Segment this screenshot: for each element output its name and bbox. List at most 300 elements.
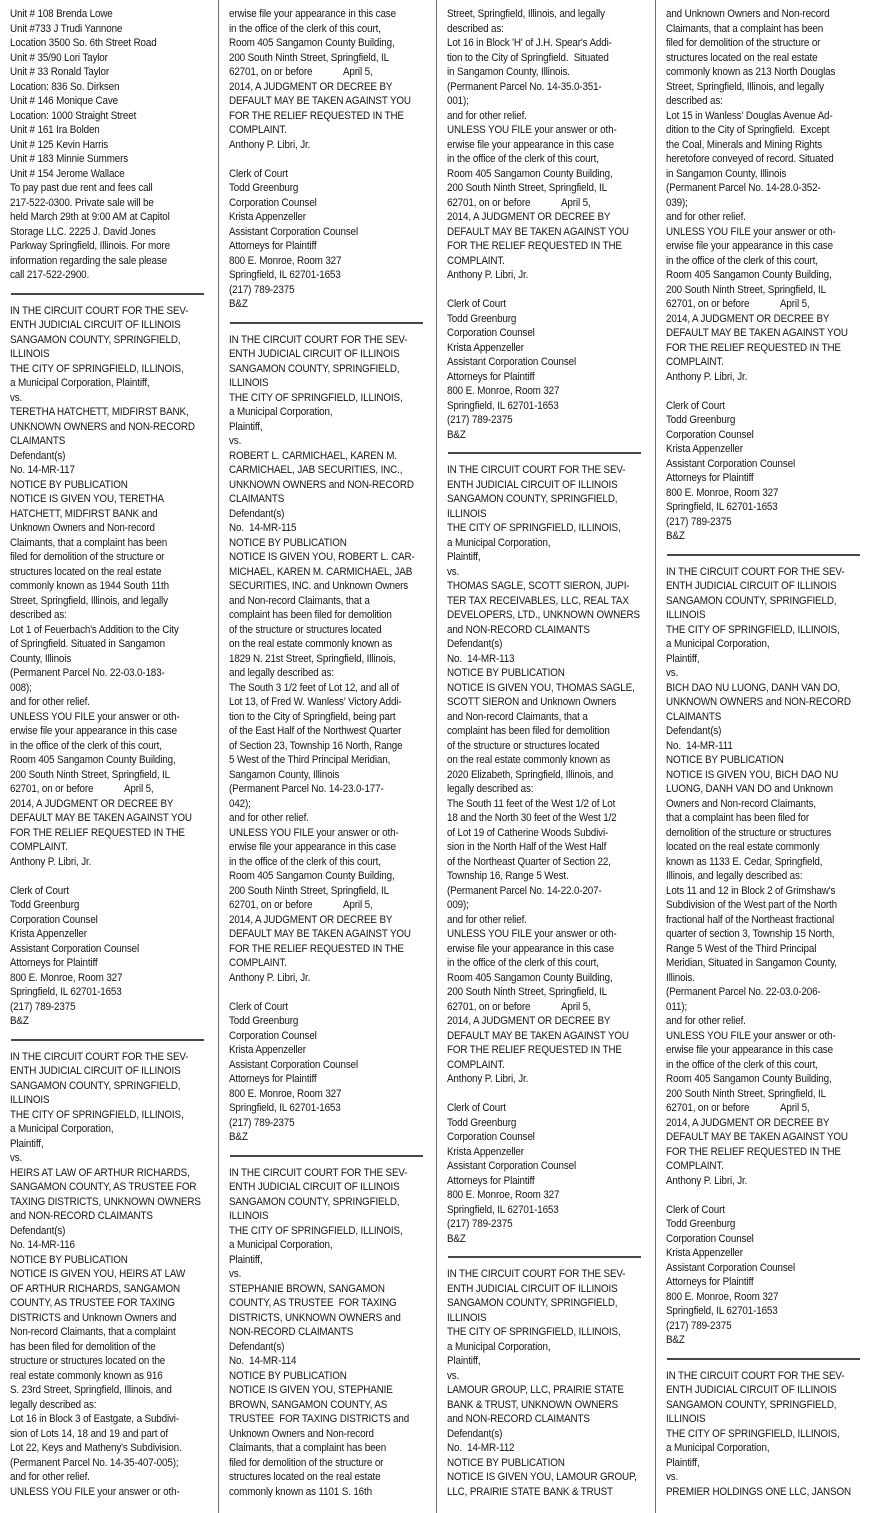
notice-line: in the office of the clerk of this court, <box>665 1058 818 1071</box>
notice-line: SANGAMON COUNTY, SPRINGFIELD, <box>10 1079 181 1092</box>
notice-line: 200 South Ninth Street, Springfield, IL <box>447 986 607 998</box>
notice-line: Corporation Counsel <box>665 428 754 441</box>
notice-line <box>10 869 197 884</box>
section-divider <box>448 1256 641 1258</box>
notice-line: NOTICE BY PUBLICATION <box>447 1456 565 1469</box>
notice-line: dition to the City of Springfield. Except <box>665 124 829 136</box>
notice-line: 001); <box>447 95 469 107</box>
notice-line: MICHAEL, KAREN M. CARMICHAEL, JAB <box>228 565 412 578</box>
notice-line: Springfield, IL 62701-1653 <box>228 1102 341 1114</box>
notice-line: of the structure or structures located <box>228 623 381 636</box>
notice-line: Corporation Counsel <box>447 327 535 339</box>
notice-line: THE CITY OF SPRINGFIELD, ILLINOIS, <box>447 522 621 534</box>
notice-line: Meridian, Situated in Sangamon County, <box>665 957 837 969</box>
notice-line: NOTICE IS GIVEN YOU, LAMOUR GROUP, <box>447 1471 637 1483</box>
notice-line: Corporation Counsel <box>228 1029 317 1042</box>
notice-line: 62701, on or before April 5, <box>228 66 373 78</box>
notice-line: Corporation Counsel <box>665 1232 754 1245</box>
notice-line: Krista Appenzeller <box>665 1247 743 1259</box>
notice-line: Lot 22, Keys and Matheny's Subdivision. <box>10 1442 182 1454</box>
notice-line: Plaintiff, <box>665 652 699 665</box>
notice-line: ENTH JUDICIAL CIRCUIT OF ILLINOIS <box>10 319 181 331</box>
notice-line: B&Z <box>447 1232 466 1245</box>
notice-line: 5 West of the Third Principal Meridian, <box>228 754 390 766</box>
notice-line: COUNTY, AS TRUSTEE FOR TAXING <box>10 1297 175 1309</box>
notice-line: BROWN, SANGAMON COUNTY, AS <box>228 1398 387 1411</box>
notice-line: Unit # 154 Jerome Wallace <box>10 167 125 180</box>
notice-line: 2020 Elizabeth, Springfield, Illinois, and <box>447 768 614 781</box>
notice-line: 62701, on or before April 5, <box>665 1102 810 1114</box>
notice-line: (Permanent Parcel No. 14-35-407-005); <box>10 1456 179 1469</box>
notice-line: 800 E. Monroe, Room 327 <box>665 1290 778 1303</box>
notice-line: NOTICE IS GIVEN YOU, BICH DAO NU <box>665 768 838 781</box>
notice-line: Todd Greenburg <box>228 1015 298 1027</box>
notice-line: Clerk of Court <box>10 884 69 897</box>
notice-line: ILLINOIS <box>228 1210 268 1222</box>
notice-line: NOTICE IS GIVEN YOU, HEIRS AT LAW <box>10 1268 186 1280</box>
notice-line: vs. <box>447 565 460 578</box>
notice-line <box>666 384 854 399</box>
notice-line: LLC, PRAIRIE STATE BANK & TRUST <box>447 1485 613 1498</box>
notice-line: DEFAULT MAY BE TAKEN AGAINST YOU <box>228 928 411 940</box>
section-divider <box>448 452 641 454</box>
notice-line: described as: <box>10 609 67 621</box>
notice-line: IN THE CIRCUIT COURT FOR THE SEV- <box>447 464 626 476</box>
notice-line: Plaintiff, <box>447 1355 481 1367</box>
notice-line: Unknown Owners and Non-record <box>228 1427 374 1440</box>
notice-line: of the East Half of the Northwest Quarter <box>228 725 401 737</box>
notice-line: Subdivision of the West part of the North <box>665 899 837 911</box>
notice-line: NOTICE IS GIVEN YOU, STEPHANIE <box>228 1384 393 1396</box>
notice-line: and Non-record Claimants, that a <box>447 710 588 723</box>
notice-line: 200 South Ninth Street, Springfield, IL <box>665 1087 826 1100</box>
section-divider <box>230 322 423 324</box>
notice-line: complaint has been filed for demolition <box>447 725 610 737</box>
notice-line: COMPLAINT. <box>228 957 287 969</box>
notice-line <box>447 1087 634 1102</box>
notice-line: demolition of the structure or structures <box>665 826 831 839</box>
notice-line: LUONG, DANH VAN DO and Unknown <box>665 783 833 795</box>
notice-line: Room 405 Sangamon County Building, <box>447 971 613 984</box>
notice-line: vs. <box>228 1268 241 1280</box>
notice-line: vs. <box>10 391 23 404</box>
notice-line: Clerk of Court <box>665 1203 725 1216</box>
notice-line: FOR THE RELIEF REQUESTED IN THE <box>447 1044 622 1056</box>
notice-line: SANGAMON COUNTY, SPRINGFIELD, <box>10 333 181 346</box>
notice-line: B&Z <box>665 1334 685 1346</box>
notice-line: Claimants, that a complaint has been <box>10 536 168 549</box>
notice-line: COMPLAINT. <box>10 841 68 853</box>
notice-line: (Permanent Parcel No. 14-23.0-177- <box>228 783 384 795</box>
notice-line: SANGAMON COUNTY, SPRINGFIELD, <box>228 362 399 375</box>
section-divider <box>667 1358 860 1360</box>
notice-line: County, Illinois <box>10 652 72 665</box>
notice-line: CLAIMANTS <box>10 435 66 447</box>
notice-line: in Sangamon County, Illinois. <box>447 66 570 78</box>
notice-line: 039); <box>665 196 688 209</box>
notice-line: To pay past due rent and fees call <box>10 182 153 194</box>
notice-line: DEFAULT MAY BE TAKEN AGAINST YOU <box>665 1131 848 1143</box>
notice-line: (217) 789-2375 <box>228 283 294 296</box>
notice-line: ILLINOIS <box>665 1413 705 1425</box>
notice-line: and for other relief. <box>447 109 527 122</box>
notice-line: described as: <box>447 22 504 35</box>
notice-line: 800 E. Monroe, Room 327 <box>447 385 560 397</box>
notice-line: No. 14-MR-114 <box>228 1355 296 1367</box>
notice-line: TERETHA HATCHETT, MIDFIRST BANK, <box>10 406 189 418</box>
notice-line: IN THE CIRCUIT COURT FOR THE SEV- <box>228 1166 407 1179</box>
notice-line: ILLINOIS <box>10 348 50 360</box>
notice-line: Lot 16 in Block 3 of Eastgate, a Subdivi- <box>10 1413 179 1425</box>
notice-line: and Non-record Claimants, that a <box>228 594 370 607</box>
notice-line <box>447 283 634 298</box>
notice-line: FOR THE RELIEF REQUESTED IN THE <box>665 1145 841 1158</box>
notice-line: Krista Appenzeller <box>228 211 306 223</box>
notice-line: Room 405 Sangamon County Building, <box>228 37 395 49</box>
notice-line: 2014, A JUDGMENT OR DECREE BY <box>447 1015 611 1027</box>
notice-line: erwise file your appearance in this case <box>228 841 396 853</box>
notice-line: THE CITY OF SPRINGFIELD, ILLINOIS, <box>665 1427 840 1440</box>
section-divider <box>230 1155 423 1157</box>
notice-line: and for other relief. <box>447 913 527 926</box>
notice-line: UNLESS YOU FILE your answer or oth- <box>447 928 617 940</box>
notice-line: structures located on the real estate <box>10 565 162 578</box>
notice-line: of the Northeast Quarter of Section 22, <box>447 855 611 868</box>
notice-line: UNLESS YOU FILE your answer or oth- <box>665 1029 836 1042</box>
notice-line: filed for demolition of the structure or <box>665 37 820 49</box>
notice-line: and for other relief. <box>665 211 746 223</box>
notice-line: ENTH JUDICIAL CIRCUIT OF ILLINOIS <box>665 1384 837 1396</box>
notice-line: Owners and Non-record Claimants, <box>665 797 816 810</box>
notice-line: a Municipal Corporation, <box>447 1340 551 1353</box>
notice-line: Storage LLC. 2225 J. David Jones <box>10 225 156 238</box>
notice-line: 200 South Ninth Street, Springfield, IL <box>228 884 389 897</box>
notice-line: Lot 13, of Fred W. Wanless' Victory Addi- <box>228 696 401 708</box>
notice-line: quarter of section 3, Township 15 North, <box>665 928 834 940</box>
notice-line: ENTH JUDICIAL CIRCUIT OF ILLINOIS <box>665 580 837 592</box>
notice-line: SECURITIES, INC. and Unknown Owners <box>228 580 408 592</box>
notice-line: DEFAULT MAY BE TAKEN AGAINST YOU <box>10 812 192 824</box>
notice-line <box>666 1188 854 1203</box>
notice-line: Room 405 Sangamon County Building, <box>665 1073 832 1085</box>
notice-line: Claimants, that a complaint has been <box>228 1442 386 1454</box>
notice-line: ENTH JUDICIAL CIRCUIT OF ILLINOIS <box>447 1282 618 1295</box>
notice-line: Plaintiff, <box>10 1137 44 1150</box>
notice-line: OF ARTHUR RICHARDS, SANGAMON <box>10 1282 180 1295</box>
notice-line: 009); <box>447 899 469 911</box>
notice-line: NOTICE BY PUBLICATION <box>228 536 347 549</box>
notice-line: Clerk of Court <box>228 167 288 180</box>
notice-line: 2014, A JUDGMENT OR DECREE BY <box>665 312 829 325</box>
notice-line: Assistant Corporation Counsel <box>665 1261 795 1274</box>
notice-line: the Coal, Minerals and Mining Rights <box>665 138 822 151</box>
notice-line: ENTH JUDICIAL CIRCUIT OF ILLINOIS <box>10 1065 181 1077</box>
notice-line: The South 11 feet of the West 1/2 of Lot <box>447 797 616 810</box>
notice-line: Krista Appenzeller <box>228 1044 306 1056</box>
notice-line: erwise file your appearance in this case <box>447 942 614 955</box>
notice-line: Illinois. <box>665 971 695 984</box>
notice-line: 2014, A JUDGMENT OR DECREE BY <box>665 1116 829 1129</box>
notice-line: Lot 1 of Feuerbach's Addition to the City <box>10 623 179 636</box>
notice-line: UNKNOWN OWNERS and NON-RECORD <box>665 696 851 708</box>
notice-line: Non-record Claimants, that a complaint <box>10 1326 176 1338</box>
notice-line: described as: <box>665 95 723 107</box>
notice-line: Assistant Corporation Counsel <box>447 356 577 368</box>
notice-line: vs. <box>228 435 241 447</box>
notice-line: and Unknown Owners and Non-record <box>665 8 830 20</box>
column-1 <box>0 0 219 1513</box>
notice-line: tion to the City of Springfield. Situated <box>447 51 609 64</box>
notice-line: B&Z <box>447 428 466 441</box>
section-divider <box>11 1039 204 1041</box>
notice-line: ILLINOIS <box>447 1311 487 1324</box>
notice-line: 011); <box>665 1000 687 1013</box>
notice-line: Claimants, that a complaint has been <box>665 22 823 35</box>
notice-line: No. 14-MR-116 <box>10 1239 75 1251</box>
notice-line: B&Z <box>228 1131 248 1143</box>
notice-line: a Municipal Corporation, <box>665 638 769 650</box>
notice-line: Springfield, IL 62701-1653 <box>665 1305 778 1317</box>
notice-line: Street, Springfield, Illinois, and legally <box>665 80 824 93</box>
notice-line: Defendant(s) <box>447 638 503 650</box>
notice-line: Assistant Corporation Counsel <box>228 225 358 238</box>
notice-line: 200 South Ninth Street, Springfield, IL <box>10 768 170 781</box>
notice-line: COUNTY, AS TRUSTEE FOR TAXING <box>228 1297 397 1309</box>
notice-line: Plaintiff, <box>228 1253 262 1266</box>
notice-line: 2014, A JUDGMENT OR DECREE BY <box>228 80 392 93</box>
notice-line: NOTICE BY PUBLICATION <box>447 667 565 679</box>
notice-line: erwise file your appearance in this case <box>665 240 833 252</box>
notice-line: commonly known as 213 North Douglas <box>665 66 835 78</box>
notice-line: a Municipal Corporation, <box>665 1442 769 1454</box>
notice-line: information regarding the sale please <box>10 254 167 267</box>
notice-line: Anthony P. Libri, Jr. <box>228 138 310 151</box>
notice-line: of Section 23, Township 16 North, Range <box>228 739 402 752</box>
notice-line: SANGAMON COUNTY, SPRINGFIELD, <box>228 1195 399 1208</box>
notice-line: (Permanent Parcel No. 22-03.0-206- <box>665 986 821 998</box>
section-divider <box>11 293 204 295</box>
notice-line: NON-RECORD CLAIMANTS <box>228 1326 353 1338</box>
notice-line: Corporation Counsel <box>228 196 317 209</box>
notice-line: Defendant(s) <box>665 725 721 737</box>
notice-line: Township 16, Range 5 West. <box>447 870 569 882</box>
notice-line <box>229 152 416 167</box>
notice-line: 62701, on or before April 5, <box>447 1000 591 1013</box>
notice-line: IN THE CIRCUIT COURT FOR THE SEV- <box>447 1268 626 1280</box>
notice-line: Clerk of Court <box>447 1102 506 1114</box>
notice-line: Location: 836 So. Dirksen <box>10 80 120 93</box>
notice-line: in the office of the clerk of this court, <box>10 739 162 752</box>
notice-line: DISTRICTS and Unknown Owners and <box>10 1311 177 1324</box>
notice-line: Assistant Corporation Counsel <box>447 1160 577 1172</box>
notice-line: Todd Greenburg <box>10 899 80 911</box>
notice-line: CLAIMANTS <box>228 493 284 505</box>
notice-line: in the office of the clerk of this court, <box>228 22 381 35</box>
notice-line: and for other relief. <box>665 1015 746 1027</box>
notice-line: No. 14-MR-111 <box>665 739 733 752</box>
notice-line: DEFAULT MAY BE TAKEN AGAINST YOU <box>447 225 629 238</box>
notice-line: Todd Greenburg <box>447 1116 517 1129</box>
notice-line: PREMIER HOLDINGS ONE LLC, JANSON <box>665 1485 851 1498</box>
notice-line: Attorneys for Plaintiff <box>228 240 317 252</box>
notice-line: Corporation Counsel <box>10 913 98 926</box>
notice-line: 2014, A JUDGMENT OR DECREE BY <box>10 797 174 810</box>
notice-line: NOTICE BY PUBLICATION <box>10 1253 128 1266</box>
notice-line: 217-522-0300. Private sale will be <box>10 196 154 209</box>
notice-line: Lot 15 in Wanless' Douglas Avenue Ad- <box>665 109 833 122</box>
notice-line: FOR THE RELIEF REQUESTED IN THE <box>665 341 841 354</box>
notice-line: Room 405 Sangamon County Building, <box>447 167 613 180</box>
notice-line: Lot 16 in Block 'H' of J.H. Spear's Addi- <box>447 37 612 49</box>
notice-line: legally described as: <box>10 1398 97 1411</box>
notice-line: Street, Springfield, Illinois, and legally <box>447 8 605 20</box>
notice-line: TER TAX RECEIVABLES, LLC, REAL TAX <box>447 594 629 607</box>
notice-line: 62701, on or before April 5, <box>228 899 373 911</box>
notice-line: (217) 789-2375 <box>665 515 731 528</box>
notice-line: Springfield, IL 62701-1653 <box>447 399 559 412</box>
notice-line: FOR THE RELIEF REQUESTED IN THE <box>447 240 622 252</box>
notice-line: 62701, on or before April 5, <box>10 783 154 795</box>
notice-line: ROBERT L. CARMICHAEL, KAREN M. <box>228 449 397 462</box>
notice-line: UNKNOWN OWNERS and NON-RECORD <box>228 478 414 491</box>
notice-line: and NON-RECORD CLAIMANTS <box>447 1413 590 1425</box>
notice-line: commonly known as 1101 S. 16th <box>228 1485 372 1498</box>
notice-line: Unit # 35/90 Lori Taylor <box>10 51 108 64</box>
notice-line: HATCHETT, MIDFIRST BANK and <box>10 507 158 520</box>
notice-line: ENTH JUDICIAL CIRCUIT OF ILLINOIS <box>228 348 400 360</box>
notice-line: in the office of the clerk of this court, <box>665 254 818 267</box>
notice-line: Defendant(s) <box>10 449 66 462</box>
notice-line: Defendant(s) <box>228 1340 284 1353</box>
notice-line: legally described as: <box>447 783 534 795</box>
notice-line: Lots 11 and 12 in Block 2 of Grimshaw's <box>665 884 835 897</box>
notice-line: 1829 N. 21st Street, Springfield, Illinois, <box>228 652 396 665</box>
notice-line: SCOTT SIERON and Unknown Owners <box>447 696 617 708</box>
notice-line: The South 3 1/2 feet of Lot 12, and all of <box>228 681 399 694</box>
notice-line: erwise file your appearance in this case <box>228 8 396 20</box>
notice-line: Street, Springfield, Illinois, and legally <box>10 594 168 607</box>
notice-line: ENTH JUDICIAL CIRCUIT OF ILLINOIS <box>228 1181 400 1193</box>
notice-line: in the office of the clerk of this court, <box>447 957 599 969</box>
notice-line: (Permanent Parcel No. 14-28.0-352- <box>665 182 821 194</box>
notice-line: THE CITY OF SPRINGFIELD, ILLINOIS, <box>10 1108 184 1121</box>
notice-line: No. 14-MR-117 <box>10 464 75 476</box>
notice-line: FOR THE RELIEF REQUESTED IN THE <box>228 109 404 122</box>
notice-line: Defendant(s) <box>447 1427 503 1440</box>
notice-line: COMPLAINT. <box>665 1160 724 1172</box>
notice-line: a Municipal Corporation, <box>228 1239 332 1251</box>
notice-line: (217) 789-2375 <box>10 1000 76 1013</box>
notice-line: complaint has been filed for demolition <box>228 609 392 621</box>
notice-line: on the real estate commonly known as <box>447 754 611 766</box>
notice-line: Krista Appenzeller <box>447 341 524 354</box>
notice-line: Anthony P. Libri, Jr. <box>665 1174 747 1187</box>
notice-line: UNLESS YOU FILE your answer or oth- <box>665 225 836 238</box>
notice-line: Range 5 West of the Third Principal <box>665 942 816 955</box>
notice-line: Attorneys for Plaintiff <box>10 957 98 969</box>
notice-line: ILLINOIS <box>447 507 487 520</box>
notice-line: Plaintiff, <box>228 420 262 433</box>
notice-line <box>229 985 416 1000</box>
notice-line: Unit # 161 Ira Bolden <box>10 124 100 136</box>
notice-line: has been filed for demolition of the <box>10 1340 156 1353</box>
notice-line: structures located on the real estate <box>228 1471 380 1483</box>
notice-line: Defendant(s) <box>228 507 284 520</box>
notice-line: and NON-RECORD CLAIMANTS <box>10 1210 153 1222</box>
notice-line: Anthony P. Libri, Jr. <box>447 1073 529 1085</box>
notice-line: sion in the North Half of the West Half <box>447 841 607 853</box>
notice-line: vs. <box>665 667 678 679</box>
notice-line: STEPHANIE BROWN, SANGAMON <box>228 1282 385 1295</box>
notice-line: NOTICE IS GIVEN YOU, TERETHA <box>10 493 164 505</box>
notice-line: FOR THE RELIEF REQUESTED IN THE <box>228 942 404 955</box>
notice-line: UNLESS YOU FILE your answer or oth- <box>10 1485 180 1498</box>
notice-line: Unit # 183 Minnie Summers <box>10 153 129 165</box>
notice-line: UNLESS YOU FILE your answer or oth- <box>447 124 617 136</box>
notice-line: 200 South Ninth Street, Springfield, IL <box>665 283 826 296</box>
notice-line: FOR THE RELIEF REQUESTED IN THE <box>10 826 185 839</box>
notice-line: Unknown Owners and Non-record <box>10 522 155 534</box>
notice-line: B&Z <box>10 1015 29 1027</box>
notice-line: BANK & TRUST, UNKNOWN OWNERS <box>447 1398 619 1411</box>
notice-line: Springfield, IL 62701-1653 <box>665 501 778 513</box>
notice-line: that a complaint has been filed for <box>665 812 809 824</box>
notice-line: erwise file your appearance in this case <box>447 138 614 151</box>
notice-line: of Lot 19 of Catherine Woods Subdivi- <box>447 826 609 839</box>
notice-line: Krista Appenzeller <box>665 443 743 455</box>
notice-line: Unit # 33 Ronald Taylor <box>10 66 110 78</box>
notice-line: real estate commonly known as 916 <box>10 1369 163 1382</box>
notice-line: Unit # 146 Monique Cave <box>10 95 118 107</box>
notice-line: and NON-RECORD CLAIMANTS <box>447 623 590 636</box>
notice-line: 800 E. Monroe, Room 327 <box>228 1087 341 1100</box>
notice-line: in Sangamon County, Illinois <box>665 167 786 180</box>
notice-line: LAMOUR GROUP, LLC, PRAIRIE STATE <box>447 1384 624 1396</box>
notice-line: S. 23rd Street, Springfield, Illinois, and <box>10 1384 172 1396</box>
notice-line: Anthony P. Libri, Jr. <box>665 370 747 383</box>
notice-line: Krista Appenzeller <box>447 1145 524 1158</box>
notice-line: DEVELOPERS, LTD., UNKNOWN OWNERS <box>447 609 640 621</box>
notice-line: Parkway Springfield, Illinois. For more <box>10 240 170 252</box>
notice-line: DISTRICTS, UNKNOWN OWNERS and <box>228 1311 401 1324</box>
notice-line: TAXING DISTRICTS, UNKNOWN OWNERS <box>10 1195 201 1208</box>
notice-line: B&Z <box>228 298 248 310</box>
notice-line: Corporation Counsel <box>447 1131 535 1143</box>
notice-line: Assistant Corporation Counsel <box>665 457 795 470</box>
notice-line: No. 14-MR-115 <box>228 522 296 534</box>
notice-line: No. 14-MR-112 <box>447 1442 515 1454</box>
notice-line: Springfield, IL 62701-1653 <box>228 269 341 281</box>
notice-line: Attorneys for Plaintiff <box>665 472 754 484</box>
notice-line: SANGAMON COUNTY, SPRINGFIELD, <box>447 1297 618 1309</box>
notice-line: SANGAMON COUNTY, SPRINGFIELD, <box>665 1398 836 1411</box>
notice-line: vs. <box>10 1152 23 1164</box>
notice-line: BICH DAO NU LUONG, DANH VAN DO, <box>665 681 840 694</box>
notice-line: filed for demolition of the structure or <box>228 1456 383 1469</box>
notice-line: COMPLAINT. <box>665 356 724 368</box>
notice-line: Room 405 Sangamon County Building, <box>10 754 176 766</box>
notice-line: Springfield, IL 62701-1653 <box>10 986 122 998</box>
notice-line: Anthony P. Libri, Jr. <box>228 971 310 984</box>
notice-line: 2014, A JUDGMENT OR DECREE BY <box>228 913 392 926</box>
notice-line: DEFAULT MAY BE TAKEN AGAINST YOU <box>447 1029 629 1042</box>
notice-line: THE CITY OF SPRINGFIELD, ILLINOIS, <box>10 362 184 375</box>
notice-line: COMPLAINT. <box>447 1058 505 1071</box>
notice-line: a Municipal Corporation, <box>10 1123 114 1135</box>
notice-line: (Permanent Parcel No. 22-03.0-183- <box>10 667 165 679</box>
notice-line: ILLINOIS <box>10 1094 50 1106</box>
notice-line: commonly known as 1944 South 11th <box>10 580 169 592</box>
